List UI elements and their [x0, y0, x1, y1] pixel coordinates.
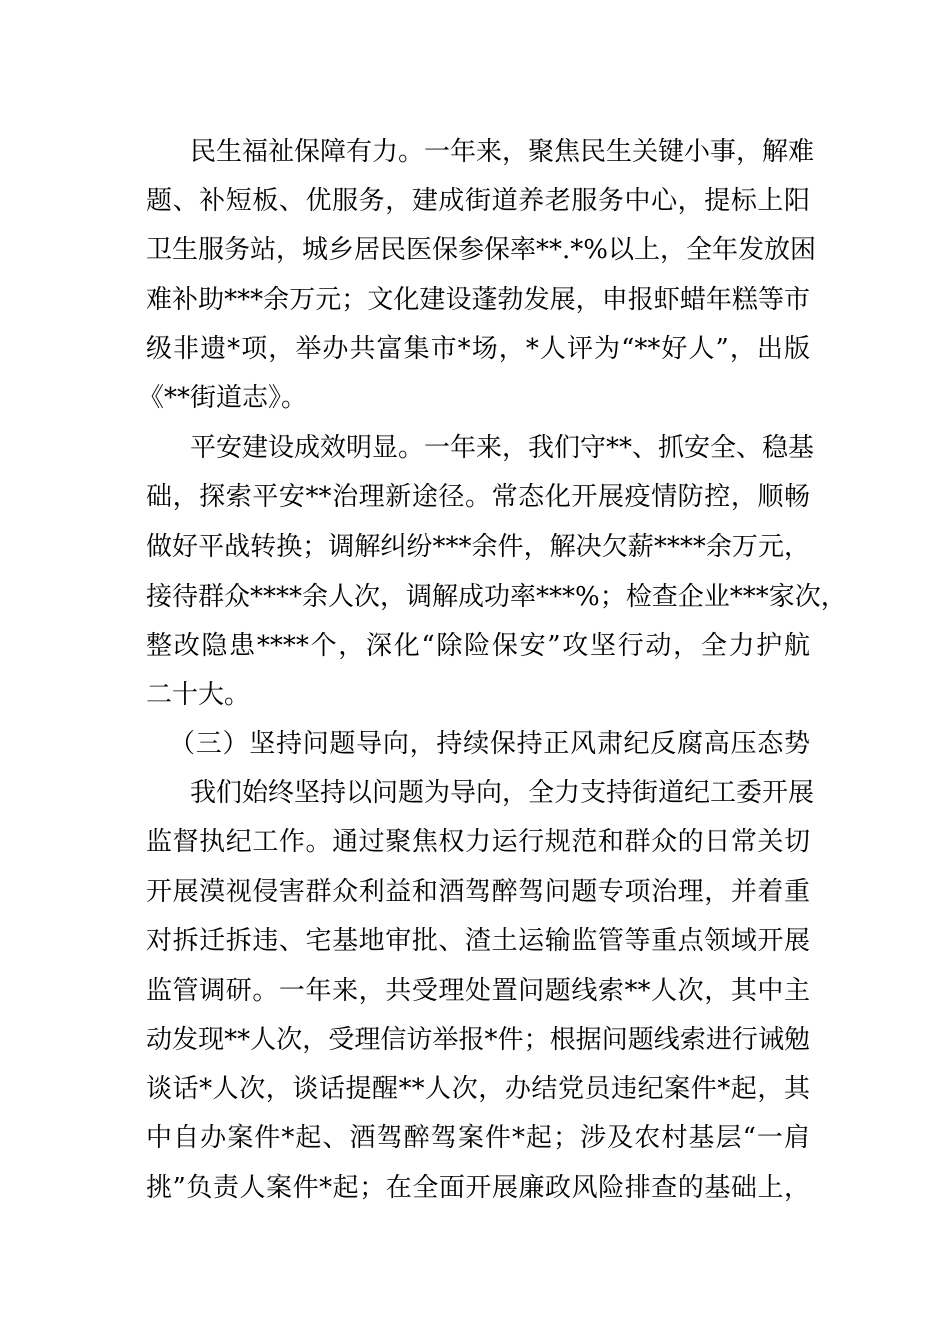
paragraph-pingan-line-4: 接待群众****余人次，调解成功率***%；检查企业***家次，: [146, 582, 847, 612]
paragraph-jiwei-line-8: 中自办案件*起、酒驾醉驾案件*起；涉及农村基层“一肩: [146, 1123, 810, 1153]
paragraph-jiwei-line-5: 监管调研。一年来，共受理处置问题线索**人次，其中主: [146, 976, 810, 1006]
paragraph-jiwei-line-4: 对拆迁拆违、宅基地审批、渣土运输监管等重点领域开展: [146, 926, 810, 956]
paragraph-jiwei-line-6: 动发现**人次，受理信访举报*件；根据问题线索进行诫勉: [146, 1025, 810, 1055]
paragraph-jiwei-line-2: 监督执纪工作。通过聚焦权力运行规范和群众的日常关切: [146, 827, 810, 857]
paragraph-minsheng-line-4: 难补助***余万元；文化建设蓬勃发展，申报虾蜡年糕等市: [146, 285, 810, 315]
paragraph-minsheng-line-3: 卫生服务站，城乡居民医保参保率**.*%以上，全年发放困: [146, 235, 816, 265]
paragraph-minsheng-line-1: 民生福祉保障有力。一年来，聚焦民生关键小事，解难: [190, 137, 815, 167]
paragraph-jiwei-line-9: 挑”负责人案件*起；在全面开展廉政风险排查的基础上，: [146, 1173, 810, 1203]
paragraph-jiwei-line-3: 开展漠视侵害群众利益和酒驾醉驾问题专项治理，并着重: [146, 877, 810, 907]
paragraph-minsheng-line-6: 《**街道志》。: [138, 383, 308, 413]
paragraph-minsheng-line-5: 级非遗*项，举办共富集市*场，*人评为“**好人”，出版: [146, 334, 810, 364]
paragraph-pingan-line-3: 做好平战转换；调解纠纷***余件，解决欠薪****余万元，: [146, 532, 810, 562]
paragraph-pingan-line-6: 二十大。: [146, 680, 251, 710]
paragraph-minsheng-line-2: 题、补短板、优服务，建成街道养老服务中心，提标上阳: [146, 186, 810, 216]
paragraph-jiwei-line-1: 我们始终坚持以问题为导向，全力支持街道纪工委开展: [190, 778, 815, 808]
paragraph-pingan-line-2: 础，探索平安**治理新途径。常态化开展疫情防控，顺畅: [146, 482, 810, 512]
section-heading-3: （三）坚持问题导向，持续保持正风肃纪反腐高压态势: [169, 729, 810, 759]
paragraph-pingan-line-1: 平安建设成效明显。一年来，我们守**、抓安全、稳基: [190, 433, 815, 463]
paragraph-pingan-line-5: 整改隐患****个，深化“除险保安”攻坚行动，全力护航: [146, 631, 810, 661]
paragraph-jiwei-line-7: 谈话*人次，谈话提醒**人次，办结党员违纪案件*起，其: [146, 1074, 810, 1104]
